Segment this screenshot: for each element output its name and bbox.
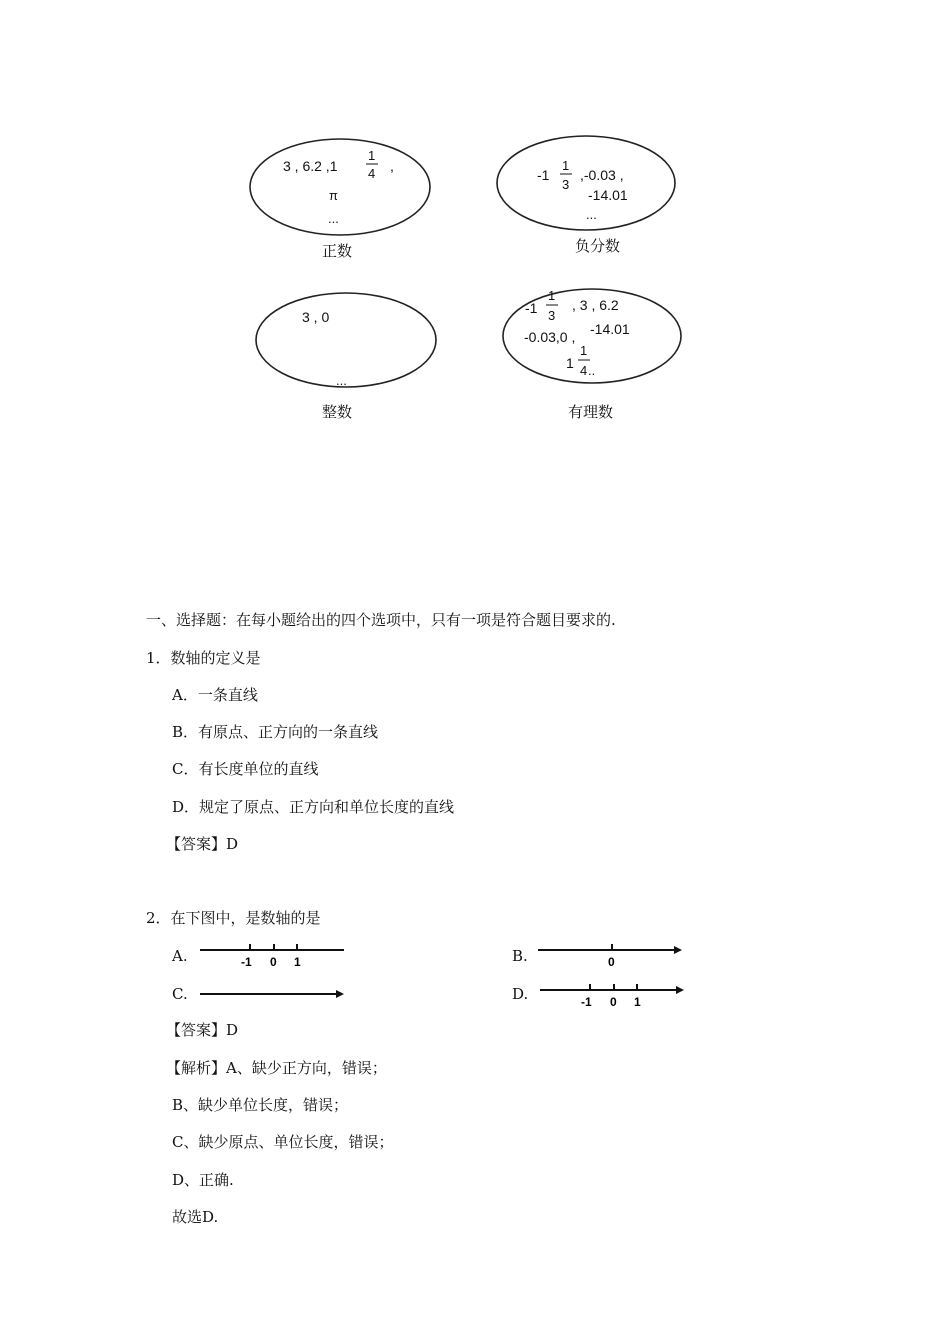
q1-stem: 1．数轴的定义是 (146, 649, 261, 667)
q1-option-d: D．规定了原点、正方向和单位长度的直线 (172, 798, 455, 816)
negfrac-row1-b: ,-0.03 , (580, 167, 624, 183)
rational-row2-a: -0.03,0 , (524, 329, 576, 345)
rational-frac2-num: 1 (580, 343, 588, 358)
q2-stem: 2．在下图中，是数轴的是 (146, 909, 321, 927)
positive-row1-end: , (390, 158, 394, 174)
rational-row3-a: 1 (566, 355, 574, 371)
q1-option-b: B．有原点、正方向的一条直线 (172, 723, 379, 741)
positive-frac-den: 4 (368, 166, 376, 181)
rational-frac1-num: 1 (548, 288, 556, 303)
integer-dots: ... (336, 373, 347, 388)
q1-option-c: C．有长度单位的直线 (172, 760, 319, 778)
q1-option-a: A．一条直线 (172, 686, 258, 704)
section-title: 一、选择题：在每小题给出的四个选项中，只有一项是符合题目要求的. (146, 611, 616, 629)
axis-d-tick-0: 0 (610, 995, 617, 1009)
axis-d-tick-1: 1 (634, 995, 641, 1009)
q2-option-b-letter: B. (512, 947, 528, 965)
q2-option-d-letter: D. (512, 985, 529, 1003)
axis-b-tick-0: 0 (608, 955, 615, 969)
rational-row3-dots: .. (588, 363, 596, 378)
integer-set (256, 293, 436, 421)
q2-axis-d (536, 980, 688, 1010)
rational-frac2-den: 4 (580, 363, 588, 378)
negfrac-row2: -14.01 (588, 187, 628, 203)
rational-row1-b: , 3 , 6.2 (572, 297, 619, 313)
number-sets-figure (0, 0, 950, 440)
rational-label: 有理数 (568, 404, 614, 421)
axis-a-tick-neg1: -1 (241, 955, 252, 969)
integer-label: 整数 (322, 404, 353, 421)
rational-set (503, 288, 681, 421)
negfrac-frac-den: 3 (562, 177, 570, 192)
q2-option-a-letter: A. (172, 947, 188, 965)
axis-a-tick-1: 1 (294, 955, 301, 969)
q2-analysis-line4: D、正确. (172, 1171, 234, 1189)
axis-a-tick-0: 0 (270, 955, 277, 969)
positive-row1: 3 , 6.2 ,1 (283, 158, 338, 174)
q2-option-c-letter: C. (172, 985, 188, 1003)
negfrac-frac-num: 1 (562, 158, 570, 173)
q2-axis-c (196, 984, 348, 1004)
axis-d-tick-neg1: -1 (581, 995, 592, 1009)
q2-analysis-line2: B、缺少单位长度，错误； (172, 1096, 349, 1114)
rational-row1-a: -1 (525, 300, 538, 316)
q2-analysis-line5: 故选D. (172, 1208, 219, 1226)
q2-analysis-line3: C、缺少原点、单位长度，错误； (172, 1133, 394, 1151)
positive-dots: ... (328, 211, 339, 226)
q2-axis-b (534, 940, 686, 970)
q2-axis-a (196, 940, 348, 970)
integer-row1: 3 , 0 (302, 309, 330, 325)
q2-analysis-line1: 【解析】A、缺少正方向，错误； (166, 1059, 387, 1077)
positive-row2: π (329, 188, 338, 203)
q2-answer: 【答案】D (166, 1021, 239, 1039)
q1-answer: 【答案】D (166, 835, 239, 853)
rational-frac1-den: 3 (548, 308, 556, 323)
negfrac-row1-a: -1 (537, 167, 550, 183)
positive-set-ellipse (250, 139, 430, 235)
rational-row2-b: -14.01 (590, 321, 630, 337)
negative-fraction-set (497, 136, 675, 255)
positive-label: 正数 (322, 243, 353, 260)
negfrac-label: 负分数 (575, 238, 621, 255)
positive-frac-num: 1 (368, 148, 376, 163)
negfrac-dots: ... (586, 207, 597, 222)
positive-set (250, 139, 430, 260)
